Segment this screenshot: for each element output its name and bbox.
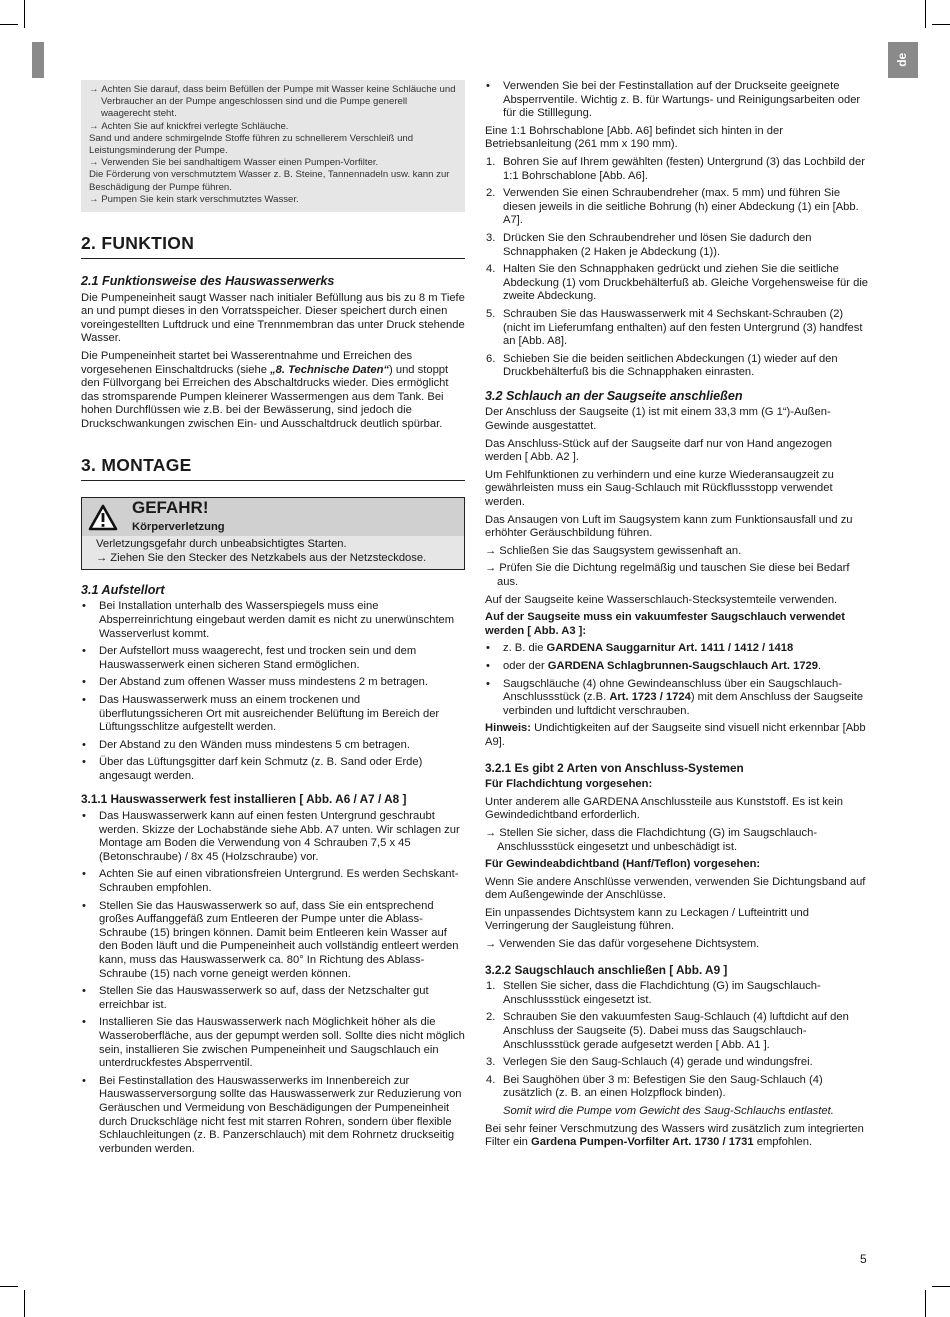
numbered-list bbox=[485, 156, 870, 380]
section-title-montage: 3. MONTAGE bbox=[81, 454, 465, 481]
list-item: • Verwenden Sie bei der Festinstallation auf der Druckseite geeignete Absperrventile. Wichtig z. B. für Wartungs- und Reinigungsarbeiten oder für die Stilllegung. bbox=[485, 80, 870, 121]
step-number: 4. bbox=[486, 263, 496, 276]
crop-mark bbox=[925, 0, 926, 28]
numbered-step bbox=[485, 263, 870, 304]
step-text: Verlegen Sie den Saug-Schlauch (4) gerade und windungsfrei. bbox=[503, 1056, 813, 1069]
warning-title: GEFAHR! bbox=[132, 497, 209, 517]
bullet-list bbox=[81, 810, 465, 1156]
italic-note: Somit wird die Pumpe vom Gewicht des Saug-Schlauchs entlastet. bbox=[503, 1105, 834, 1117]
list-item: • Der Aufstellort muss waagerecht, fest und trocken sein und dem Hauswasserwerk einen sicheren Stand ermöglichen. bbox=[81, 645, 465, 672]
text: ) und stoppt den Füllvorgang bei Erreichen des Abschaltdrucks wieder. Dies ermöglicht das stromsparende Pumpen kleinerer Wassermengen aus dem Tank. Bei hohen Durchflüssen wie z.B. bei der Bewässerung, sind jedoch die Druckschwankungen zwischen Ein- und Ausschaltdruck deutlich spürbar. bbox=[81, 363, 449, 430]
crop-mark bbox=[932, 24, 950, 25]
paragraph: Eine 1:1 Bohrschablone [Abb. A6] befindet sich hinten in der Betriebsanleitung (261 mm x 190 mm). bbox=[485, 124, 783, 151]
subsubsection-title: 3.2.1 Es gibt 2 Arten von Anschluss-Systemen bbox=[485, 760, 744, 775]
note-instruction: → Achten Sie darauf, dass beim Befüllen der Pumpe mit Wasser keine Schläuche und Verbraucher an der Pumpe angeschlossen sind und die Pumpe generell waagerecht steht. bbox=[89, 84, 457, 121]
note-box bbox=[81, 80, 465, 212]
product-reference: Gardena Pumpen-Vorfilter Art. 1730 / 1731 bbox=[531, 1136, 754, 1149]
step-number: 1. bbox=[486, 155, 496, 168]
step-number: 2. bbox=[486, 1011, 496, 1024]
product-reference: GARDENA Sauggarnitur Art. 1411 / 1412 / 1418 bbox=[546, 642, 794, 655]
text: Bei sehr feiner Verschmutzung des Wassers wird zusätzlich zum integrierten Filter ein bbox=[485, 1122, 864, 1149]
list-item bbox=[485, 642, 870, 656]
step-text: Schrauben Sie das Hauswasserwerk mit 4 Sechskant-Schrauben (2) (nicht im Lieferumfang enthalten) auf den festen Untergrund (3) handfest an [Abb. A8]. bbox=[503, 307, 863, 348]
text: z. B. die bbox=[503, 642, 547, 655]
numbered-step bbox=[485, 1074, 870, 1101]
step-text: Bei Saughöhen über 3 m: Befestigen Sie den Saug-Schlauch (4) zusätzlich (z. B. an einen Holzpflock binden). bbox=[503, 1073, 823, 1100]
numbered-step bbox=[485, 1011, 870, 1052]
product-reference: Art. 1723 / 1724 bbox=[609, 691, 691, 704]
note-text: Sand und andere schmirgelnde Stoffe führen zu schnellerem Verschleiß und Leistungsminderung der Pumpe. bbox=[89, 132, 414, 157]
numbered-step bbox=[485, 156, 870, 183]
crop-mark bbox=[24, 0, 25, 28]
page-number: 5 bbox=[860, 1252, 867, 1266]
instruction: → Stellen Sie sicher, dass die Flachdichtung (G) im Saugschlauch-Anschlussstück eingesetzt und unbeschädigt ist. bbox=[485, 827, 870, 854]
paragraph: Die Pumpeneinheit saugt Wasser nach initialer Befüllung aus bis zu 8 m Tiefe an und pumpt dieses in den Vorratsspeicher. Dieser speichert durch einen voreingestellten Luftdruck und eine Trennmembran das unter Druck stehende Wasser. bbox=[81, 291, 465, 345]
numbered-step bbox=[485, 1056, 870, 1070]
subsubsection-title: 3.1.1 Hauswasserwerk fest installieren [ Abb. A6 / A7 / A8 ] bbox=[81, 792, 407, 807]
language-label: de bbox=[895, 52, 910, 68]
paragraph: Wenn Sie andere Anschlüsse verwenden, verwenden Sie Dichtungsband auf dem Außengewinde der Anschlüsse. bbox=[485, 875, 866, 902]
right-column bbox=[485, 80, 870, 1154]
list-item bbox=[485, 678, 870, 719]
text: Undichtigkeiten auf der Saugseite sind visuell nicht erkennbar [Abb A9]. bbox=[485, 722, 866, 748]
cross-reference: „8. Technische Daten“ bbox=[270, 363, 390, 376]
crop-mark bbox=[24, 1290, 25, 1317]
numbered-step bbox=[485, 187, 870, 228]
numbered-step bbox=[485, 308, 870, 349]
subsection-title: 3.1 Aufstellort bbox=[81, 582, 165, 597]
text: oder der bbox=[503, 659, 548, 672]
text: . bbox=[818, 659, 822, 672]
numbered-step bbox=[485, 353, 870, 380]
section-title-funktion: 2. FUNKTION bbox=[81, 232, 465, 259]
warning-header bbox=[82, 498, 464, 536]
step-text: Schieben Sie die beiden seitlichen Abdeckungen (1) wieder auf den Druckbehälterfuß bis die Schnapphaken einrasten. bbox=[503, 352, 838, 379]
hint-label: Hinweis: bbox=[485, 722, 532, 735]
warning-body bbox=[82, 536, 464, 569]
step-text: Halten Sie den Schnapphaken gedrückt und ziehen Sie die seitliche Abdeckung (1) vom Druckbehälterfuß ab. Gleiche Vorgehensweise für die zweite Abdeckung. bbox=[503, 263, 869, 303]
bold-paragraph: Auf der Saugseite muss ein vakuumfester Saugschlauch verwendet werden [ Abb. A3 ]: bbox=[485, 611, 845, 637]
list-item: • Bei Installation unterhalb des Wasserspiegels muss eine Absperreinrichtung eingebaut werden damit es nicht zu unerwünschtem Wasserverlust kommt. bbox=[81, 600, 465, 641]
note-instruction: → Achten Sie auf knickfrei verlegte Schläuche. bbox=[89, 121, 457, 133]
paragraph: Das Anschluss-Stück auf der Saugseite darf nur von Hand angezogen werden [ Abb. A2 ]. bbox=[485, 437, 833, 464]
list-item: • Über das Lüftungsgitter darf kein Schmutz (z. B. Sand oder Erde) angesaugt werden. bbox=[81, 756, 465, 783]
text: empfohlen. bbox=[753, 1136, 813, 1149]
step-number: 3. bbox=[486, 1056, 496, 1069]
paragraph: Ein unpassendes Dichtsystem kann zu Leckagen / Lufteintritt und Verringerung der Saugleistung führen. bbox=[485, 906, 810, 933]
danger-warning-box bbox=[81, 497, 465, 570]
warning-action: → Ziehen Sie den Stecker des Netzkabels aus der Netzsteckdose. bbox=[96, 552, 450, 566]
note-instruction: → Pumpen Sie kein stark verschmutztes Wasser. bbox=[89, 194, 457, 206]
crop-mark bbox=[932, 1286, 950, 1287]
instruction: → Prüfen Sie die Dichtung regelmäßig und tauschen Sie diese bei Bedarf aus. bbox=[485, 562, 870, 589]
bullet-list bbox=[81, 600, 465, 783]
paragraph: Um Fehlfunktionen zu verhindern und eine kurze Wiederansaugzeit zu gewährleisten muss ein Saug-Schlauch mit Rückflussstopp verwendet werden. bbox=[485, 468, 834, 509]
bold-heading: Für Flachdichtung vorgesehen: bbox=[485, 778, 653, 791]
product-reference: GARDENA Schlagbrunnen-Saugschlauch Art. 1729 bbox=[547, 659, 818, 672]
list-item: • Stellen Sie das Hauswasserwerk so auf, dass der Netzschalter gut erreichbar ist. bbox=[81, 985, 465, 1012]
list-item: • Der Abstand zu den Wänden muss mindestens 5 cm betragen. bbox=[81, 739, 465, 753]
step-text: Stellen Sie sicher, dass die Flachdichtung (G) im Saugschlauch-Anschlussstück eingesetzt ist. bbox=[503, 980, 821, 1006]
subsection-title: 3.2 Schlauch an der Saugseite anschließen bbox=[485, 388, 743, 403]
list-item: • Das Hauswasserwerk kann auf einen festen Untergrund geschraubt werden. Skizze der Lochabstände siehe Abb. A7 unten. Wir schlagen zur Montage am Boden die Verwendung von 4 Schrauben 7,5 x 45 (Betonschraube) / 8x 45 (Holzschraube) vor. bbox=[81, 810, 465, 864]
bold-heading: Für Gewindeabdichtband (Hanf/Teflon) vorgesehen: bbox=[485, 858, 761, 871]
step-number: 5. bbox=[486, 307, 496, 320]
paragraph: Das Ansaugen von Luft im Saugsystem kann zum Funktionsausfall und zu erhöhter Geräuschbildung führen. bbox=[485, 513, 853, 540]
margin-marker bbox=[32, 42, 44, 78]
language-tab bbox=[888, 42, 918, 78]
numbered-step bbox=[485, 980, 870, 1007]
note-instruction: → Verwenden Sie bei sandhaltigem Wasser einen Pumpen-Vorfilter. bbox=[89, 157, 457, 169]
bullet-list bbox=[485, 80, 870, 121]
warning-subtitle: Körperverletzung bbox=[132, 520, 225, 533]
hint-paragraph bbox=[485, 722, 870, 749]
bullet-list bbox=[485, 642, 870, 718]
warning-text: Verletzungsgefahr durch unbeabsichtigtes Starten. bbox=[96, 537, 347, 550]
step-number: 1. bbox=[486, 980, 496, 993]
list-item bbox=[485, 660, 870, 674]
paragraph: Unter anderem alle GARDENA Anschlussteile aus Kunststoff. Es ist kein Gewindedichtband erforderlich. bbox=[485, 795, 843, 822]
subsubsection-title: 3.2.2 Saugschlauch anschließen [ Abb. A9 ] bbox=[485, 962, 728, 977]
text: ) mit dem Anschluss der Saugseite verbinden und luftdicht verschrauben. bbox=[503, 691, 864, 717]
instruction: → Schließen Sie das Saugsystem gewissenhaft an. bbox=[485, 545, 870, 559]
step-number: 2. bbox=[486, 187, 496, 200]
text: Die Pumpeneinheit startet bei Wasserentnahme und Erreichen des vorgesehenen Einschaltdrucks (siehe bbox=[81, 350, 413, 376]
crop-mark bbox=[925, 1290, 926, 1317]
numbered-list bbox=[485, 980, 870, 1101]
paragraph: Auf der Saugseite keine Wasserschlauch-Stecksystemteile verwenden. bbox=[485, 593, 838, 606]
crop-mark bbox=[0, 24, 18, 25]
instruction: → Verwenden Sie das dafür vorgesehene Dichtsystem. bbox=[485, 938, 870, 952]
list-item: • Bei Festinstallation des Hauswasserwerks im Innenbereich zur Hauswasserversorgung sollte das Hauswasserwerk zur Reduzierung von Geräuschen und Vermeidung von Beschädigungen der Pumpeneinheit durch Druckschläge nicht fest mit starren Rohren, sondern über flexible Schlauchleitungen (z. B. Panzerschlauch) mit dem Rohrnetz druckseitig verbunden werden. bbox=[81, 1075, 465, 1157]
paragraph: Der Anschluss der Saugseite (1) ist mit einem 33,3 mm (G 1“)-Außen-Gewinde ausgestattet. bbox=[485, 406, 831, 433]
paragraph bbox=[81, 350, 465, 432]
list-item: • Der Abstand zum offenen Wasser muss mindestens 2 m betragen. bbox=[81, 676, 465, 690]
step-number: 3. bbox=[486, 231, 496, 244]
paragraph bbox=[485, 1123, 870, 1150]
subsection-title: 2.1 Funktionsweise des Hauswasserwerks bbox=[81, 274, 335, 289]
left-column bbox=[81, 80, 465, 1160]
step-number: 6. bbox=[486, 352, 496, 365]
numbered-step bbox=[485, 232, 870, 259]
list-item: • Stellen Sie das Hauswasserwerk so auf, dass Sie ein entsprechend großes Auffanggefäß zum Entleeren der Pumpe unter die Ablass-Schraube (15) bringen können. Damit beim Entleeren kein Wasser auf den Boden läuft und die Pumpeneinheit auch vollständig entleert werden kann, muss das Hauswasserwerk ca. 80° In Richtung des Ablass-Schraube (15) nach vorne geneigt werden können. bbox=[81, 900, 465, 982]
warning-triangle-icon bbox=[88, 504, 118, 531]
text: Saugschläuche (4) ohne Gewindeanschluss über ein Saugschlauch-Anschlussstück (z.B. bbox=[503, 677, 842, 704]
step-text: Verwenden Sie einen Schraubendreher (max. 5 mm) und führen Sie diesen jeweils in die seitliche Bohrung (h) einer Abdeckung (1) ein [Abb. A7]. bbox=[503, 187, 859, 227]
step-text: Bohren Sie auf Ihrem gewählten (festen) Untergrund (3) das Lochbild der 1:1 Bohrschablone [Abb. A6]. bbox=[503, 155, 865, 182]
crop-mark bbox=[0, 1286, 18, 1287]
list-item: • Installieren Sie das Hauswasserwerk nach Möglichkeit höher als die Wasseroberfläche, aus der gepumpt werden soll. Sollte dies nicht möglich sein, installieren Sie zwischen Pumpeneinheit und Saugschlauch ein unterdruckfestes Absperrventil. bbox=[81, 1016, 465, 1070]
note-text: Die Förderung von verschmutztem Wasser z. B. Steine, Tannennadeln usw. kann zur Beschädigung der Pumpe führen. bbox=[89, 169, 450, 193]
step-text: Drücken Sie den Schraubendreher und lösen Sie dadurch den Schnapphaken (2 Haken je Abdeckung (1)). bbox=[503, 231, 812, 258]
list-item: • Das Hauswasserwerk muss an einem trockenen und überflutungssicheren Ort mit ausreichender Belüftung im Bereich der Lüftungsschlitze aufgestellt werden. bbox=[81, 694, 465, 735]
step-number: 4. bbox=[486, 1073, 496, 1086]
step-text: Schrauben Sie den vakuumfesten Saug-Schlauch (4) luftdicht auf den Anschluss der Saugseite (5). Dabei muss das Saugschlauch-Anschlussstück gerade aufgesetzt werden [ Abb. A1 ]. bbox=[503, 1011, 849, 1051]
list-item: • Achten Sie auf einen vibrationsfreien Untergrund. Es werden Sechskant-Schrauben empfohlen. bbox=[81, 868, 465, 895]
